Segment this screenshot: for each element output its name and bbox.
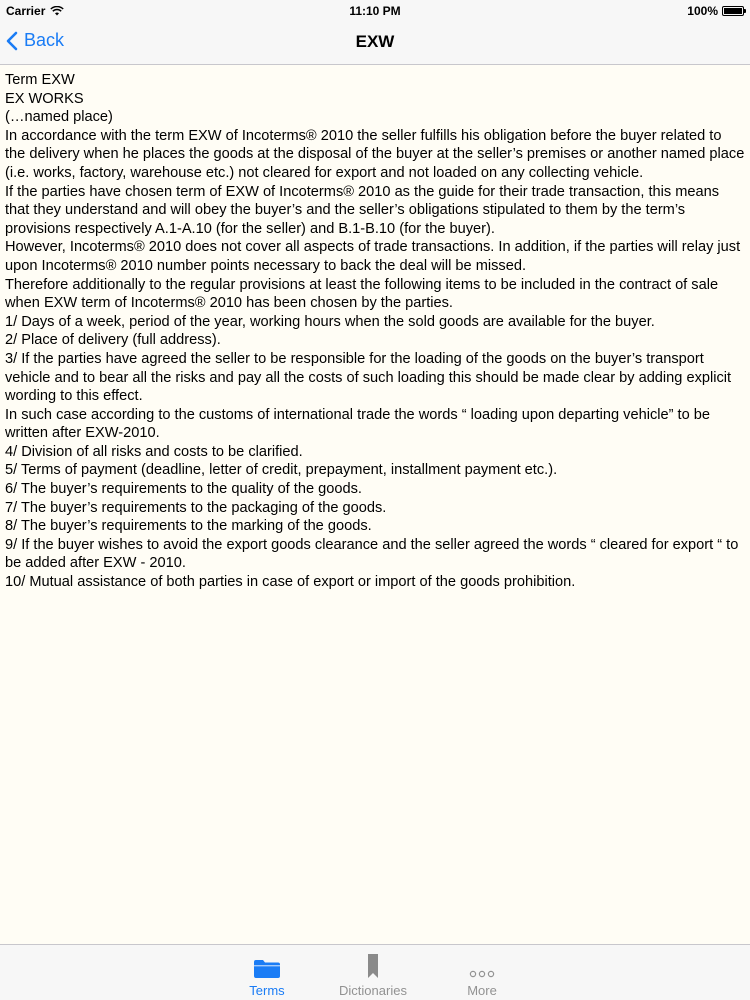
more-icon	[469, 969, 495, 979]
content-paragraph: Term EXW	[5, 72, 75, 88]
tab-dictionaries[interactable]	[328, 953, 418, 998]
content-paragraph: Therefore additionally to the regular provisions at least the following items to be included in the contract of sale when EXW term of Incoterms® 2010 has been chosen by the parties.	[5, 276, 719, 312]
content-paragraph: (…named place)	[5, 109, 113, 126]
page-title: EXW	[355, 32, 395, 51]
content-paragraph: 2/ Place of delivery (full address).	[5, 332, 221, 349]
status-bar	[0, 0, 750, 22]
content-paragraph: 8/ The buyer’s requirements to the marking of the goods.	[5, 518, 372, 535]
content-paragraph: 4/ Division of all risks and costs to be clarified.	[5, 443, 303, 460]
tab-label: Dictionaries	[339, 983, 407, 998]
term-description	[5, 71, 745, 592]
back-label: Back	[24, 30, 65, 50]
content-paragraph: 1/ Days of a week, period of the year, working hours when the sold goods are available for the buyer.	[5, 313, 655, 330]
tab-more[interactable]	[437, 953, 527, 998]
tab-bar	[0, 944, 750, 1000]
content-paragraph: 5/ Terms of payment (deadline, letter of credit, prepayment, installment payment etc.).	[5, 462, 558, 479]
content-paragraph: 6/ The buyer’s requirements to the quality of the goods.	[5, 481, 362, 498]
content-paragraph: In accordance with the term EXW of Incoterms® 2010 the seller fulfills his obligation before the buyer related to the delivery when he places the goods at the disposal of the buyer at the seller’s premises or another named place (i.e. works, factory, warehouse etc.) not cleared for export and not loaded on any collecting vehicle.	[5, 127, 745, 181]
content-paragraph: 9/ If the buyer wishes to avoid the export goods clearance and the seller agreed the words “ cleared for export “ to be added after EXW - 2010.	[5, 536, 739, 572]
content-paragraph: 3/ If the parties have agreed the seller to be responsible for the loading of the goods on the buyer’s transport vehicle and to bear all the risks and pay all the costs of such loading this should be made clear by adding explicit wording to this effect.	[5, 350, 732, 405]
navigation-bar	[0, 22, 750, 65]
bookmark-icon	[367, 953, 379, 979]
folder-icon	[253, 959, 281, 979]
content-paragraph: 10/ Mutual assistance of both parties in case of export or import of the goods prohibition.	[5, 574, 576, 591]
battery-status	[687, 4, 744, 18]
content-paragraph: If the parties have chosen term of EXW of Incoterms® 2010 as the guide for their trade transaction, this means that they understand and will obey the buyer’s and the seller’s obligations stipulated to them by the term’s provisions respectively A.1-A.10 (for the seller) and B.1-B.10 (for the buyer).	[5, 183, 720, 237]
tab-label: More	[467, 983, 497, 998]
content-paragraph: EX WORKS	[5, 90, 84, 107]
battery-icon	[722, 6, 744, 16]
content-paragraph: 7/ The buyer’s requirements to the packaging of the goods.	[5, 499, 387, 516]
battery-percentage: 100%	[687, 4, 718, 18]
status-time: 11:10 PM	[349, 4, 401, 18]
tab-label: Terms	[249, 983, 285, 998]
tab-terms[interactable]	[222, 953, 312, 998]
content-paragraph: However, Incoterms® 2010 does not cover all aspects of trade transactions. In addition, if the parties will relay just upon Incoterms® 2010 number points necessary to back the deal will be missed.	[5, 239, 741, 274]
content-paragraph: In such case according to the customs of international trade the words “ loading upon departing vehicle” to be written after EXW-2010.	[5, 406, 710, 442]
carrier-label: Carrier	[6, 4, 46, 18]
